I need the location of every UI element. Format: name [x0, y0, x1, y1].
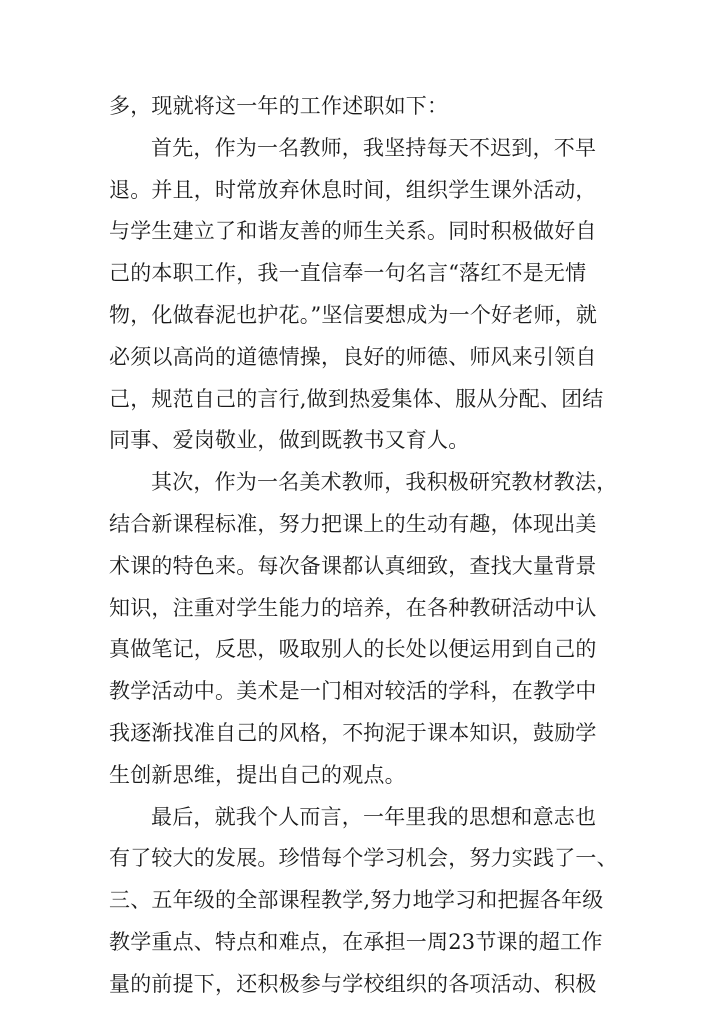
- text-line: 多，现就将这一年的工作述职如下：: [109, 94, 449, 118]
- text-line: 我逐渐找准自己的风格，不拘泥于课本知识，鼓励学: [109, 720, 597, 745]
- text-line: 己，规范自己的言行,做到热爱集体、服从分配、团结: [109, 386, 604, 411]
- text-line: 教学重点、特点和难点，在承担一周23节课的超工作: [109, 929, 603, 954]
- text-line: 同事、爱岗敬业，做到既教书又育人。: [109, 428, 470, 453]
- text-line: 术课的特色来。每次备课都认真细致，查找大量背景: [109, 553, 597, 578]
- text-line: 知识，注重对学生能力的培养，在各种教研活动中认: [109, 595, 597, 620]
- text-line: 结合新课程标准，努力把课上的生动有趣，体现出美: [109, 511, 597, 536]
- text-line: 量的前提下，还积极参与学校组织的各项活动、积极: [109, 971, 597, 996]
- text-line: 三、五年级的全部课程教学,努力地学习和把握各年级: [109, 888, 604, 913]
- text-line: 退。并且，时常放弃休息时间，组织学生课外活动，: [109, 177, 597, 202]
- text-line: 必须以高尚的道德情操，良好的师德、师风来引领自: [109, 344, 597, 369]
- body-text: [109, 86, 619, 1006]
- text-line: 有了较大的发展。珍惜每个学习机会，努力实践了一、: [109, 846, 618, 871]
- paragraph-first-line: 其次，作为一名美术教师，我积极研究教材教法，: [151, 470, 618, 495]
- text-line: 己的本职工作，我一直信奉一句名言“落红不是无情: [109, 261, 587, 286]
- paragraph-first-line: 最后，就我个人而言，一年里我的思想和意志也: [151, 804, 597, 829]
- text-line: 教学活动中。美术是一门相对较活的学科，在教学中: [109, 679, 597, 704]
- text-line: 生创新思维，提出自己的观点。: [109, 762, 406, 787]
- text-line: 真做笔记，反思，吸取别人的长处以便运用到自己的: [109, 637, 597, 662]
- text-line: 物，化做春泥也护花。”坚信要想成为一个好老师，就: [109, 302, 598, 327]
- text-line: 与学生建立了和谐友善的师生关系。同时积极做好自: [109, 219, 597, 244]
- paragraph-first-line: 首先，作为一名教师，我坚持每天不迟到，不早: [151, 135, 597, 160]
